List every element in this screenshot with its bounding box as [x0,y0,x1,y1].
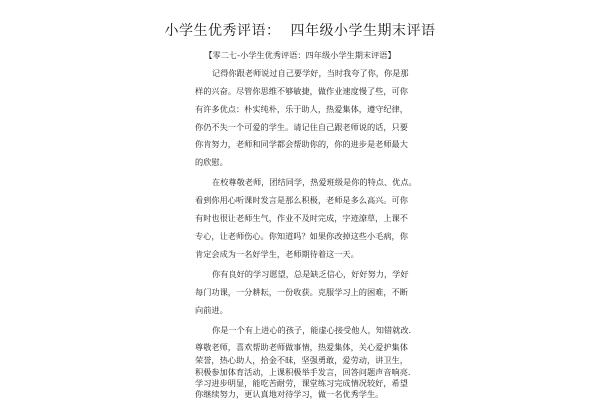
text-line: 向前进。 [195,305,228,315]
text-line: 在校尊敬老师，团结同学，热爱班级是你的特点、优点。 [212,177,417,187]
text-line: 肯定会成为一名好学生，老师期待着这一天。 [195,249,359,259]
text-line: 积极参加体育活动，上课积极举手发言，回答问题声音响亮. [195,367,411,377]
text-line: 看到你用心听课时发言是那么积极，老师是多么高兴。可你 [195,195,408,205]
text-line: 有许多优点：朴实纯朴，乐于助人，热爱集体，遵守纪律， [195,104,408,114]
text-line: 有时也很让老师生气，作业不及时完成，字迹潦草，上课不 [195,213,408,223]
text-line: 每门功课，一分耕耘，一份收获。克服学习上的困难，不断 [195,287,408,297]
text-line: 你有良好的学习愿望，总是缺乏信心，好好努力，学好 [212,269,409,279]
text-line: 你继续努力，更认真地对待学习，做一名优秀学生。 [195,389,384,399]
text-line: 学习进步明显，能吃苦耐劳，课堂练习完成情况较好，希望 [195,378,408,388]
text-line: 你仍不失一个可爱的学生。请记住自己跟老师说的话，只要 [195,122,408,132]
text-line: 荣誉，热心助人，拾金不昧，坚强勇敢，爱劳动，讲卫生， [195,355,408,365]
text-line: 的欣慰。 [195,157,228,167]
text-line: 你是一个有上进心的孩子，能虚心接受他人，知错就改. [212,325,412,335]
text-line: 你肯努力，老师和同学都会帮助你的，你的进步是老师最大 [195,139,408,149]
text-line: 专心，让老师伤心。你知道吗？如果你改掉这些小毛病，你 [195,231,408,241]
text-line: 样的兴奋。尽管你思维不够敏捷，做作业速度慢了些，可你 [195,86,408,96]
text-line: 尊敬老师，喜欢帮助老师做事情，热爱集体，关心爱护集体 [195,342,408,352]
text-line: 记得你跟老师说过自己要学好，当时我夸了你，你是那 [212,68,409,78]
document-subtitle: 【零二七-小学生优秀评语：四年级小学生期末评语】 [204,50,396,60]
page-title: 小学生优秀评语： 四年级小学生期末评语 [164,23,436,39]
